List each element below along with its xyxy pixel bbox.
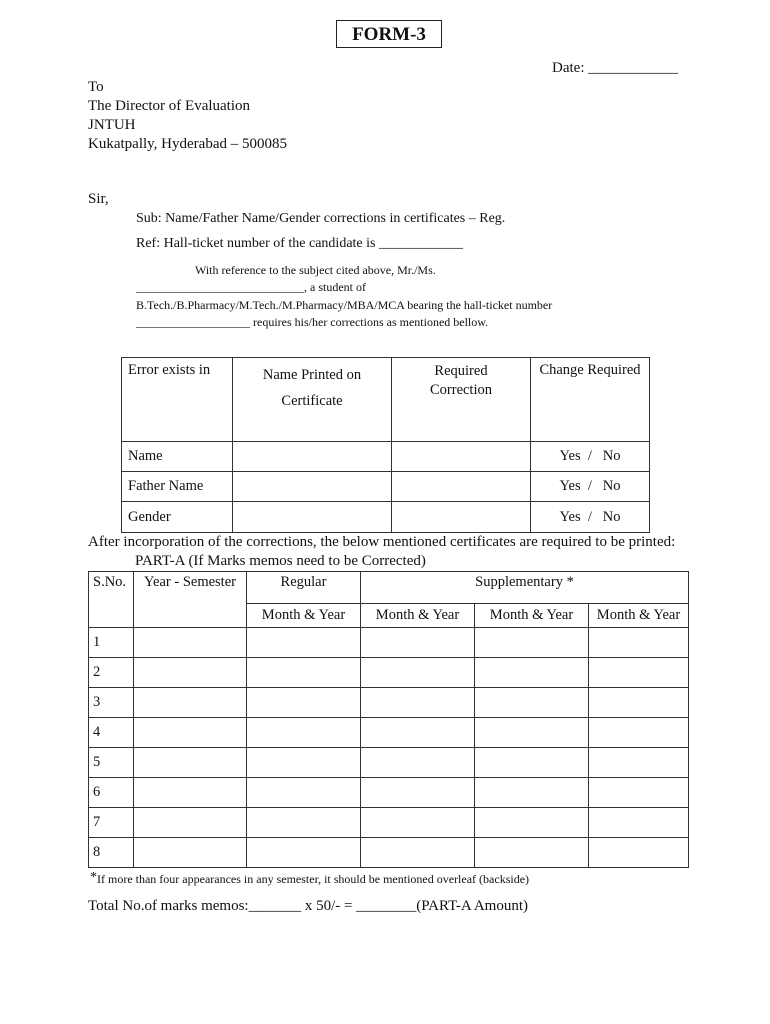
row-number: 8 <box>89 838 134 868</box>
cell[interactable] <box>475 838 589 868</box>
cell[interactable] <box>475 718 589 748</box>
table-row <box>89 688 689 718</box>
row-label: Father Name <box>122 472 233 502</box>
row-number: 4 <box>89 718 134 748</box>
cell[interactable] <box>247 808 361 838</box>
body-line-3: B.Tech./B.Pharmacy/M.Tech./M.Pharmacy/MBA/MCA bearing the hall-ticket number <box>136 298 553 312</box>
cell[interactable] <box>134 718 247 748</box>
header-regular: Regular <box>247 572 361 604</box>
header-sno: S.No. <box>89 572 134 628</box>
table-row <box>89 628 689 658</box>
row-label: Name <box>122 442 233 472</box>
row-number: 7 <box>89 808 134 838</box>
cell[interactable] <box>134 748 247 778</box>
form-title: FORM-3 <box>336 20 442 48</box>
body-line-1: With reference to the subject cited above, Mr./Ms. <box>195 263 436 277</box>
row-label: Gender <box>122 502 233 533</box>
body-line-4: ___________________ requires his/her corrections as mentioned bellow. <box>136 315 489 329</box>
cell[interactable] <box>247 658 361 688</box>
cell[interactable] <box>134 688 247 718</box>
cell[interactable] <box>361 718 475 748</box>
row-number: 6 <box>89 778 134 808</box>
name-printed-cell[interactable] <box>233 472 392 502</box>
header-month-year: Month & Year <box>589 604 689 628</box>
cell[interactable] <box>589 688 689 718</box>
table-row <box>89 748 689 778</box>
header-supplementary: Supplementary * <box>361 572 689 604</box>
cell[interactable] <box>247 838 361 868</box>
cell[interactable] <box>134 778 247 808</box>
table-row <box>89 778 689 808</box>
header-required-correction: Required Correction <box>392 358 531 442</box>
cell[interactable] <box>589 838 689 868</box>
cell[interactable] <box>589 748 689 778</box>
table-row <box>89 838 689 868</box>
cell[interactable] <box>589 808 689 838</box>
cell[interactable] <box>247 718 361 748</box>
required-correction-cell[interactable] <box>392 472 531 502</box>
cell[interactable] <box>475 658 589 688</box>
part-a-title: PART-A (If Marks memos need to be Corrected) <box>135 553 426 569</box>
header-change-required: Change Required <box>531 358 650 442</box>
cell[interactable] <box>475 778 589 808</box>
cell[interactable] <box>589 718 689 748</box>
cell[interactable] <box>361 808 475 838</box>
address-line-4: Kukatpally, Hyderabad – 500085 <box>88 136 287 152</box>
cell[interactable] <box>247 748 361 778</box>
date-label: Date: ____________ <box>552 60 679 76</box>
row-number: 2 <box>89 658 134 688</box>
table-row <box>89 718 689 748</box>
salutation: Sir, <box>88 191 109 207</box>
reference-line: Ref: Hall-ticket number of the candidate is ____________ <box>136 236 463 251</box>
after-text: After incorporation of the corrections, the below mentioned certificates are required to be printed: <box>88 534 676 550</box>
header-year-semester: Year - Semester <box>134 572 247 628</box>
name-printed-cell[interactable] <box>233 442 392 472</box>
cell[interactable] <box>361 688 475 718</box>
address-line-1: To <box>88 79 104 95</box>
header-error-exists: Error exists in <box>122 358 233 442</box>
table-row <box>89 808 689 838</box>
footnote-star: * <box>90 870 97 885</box>
table-row <box>122 502 650 533</box>
cell[interactable] <box>475 688 589 718</box>
cell[interactable] <box>361 778 475 808</box>
cell[interactable] <box>361 628 475 658</box>
corrections-table <box>121 357 650 533</box>
cell[interactable] <box>361 748 475 778</box>
cell[interactable] <box>247 688 361 718</box>
cell[interactable] <box>475 748 589 778</box>
row-number: 3 <box>89 688 134 718</box>
cell[interactable] <box>134 838 247 868</box>
cell[interactable] <box>475 808 589 838</box>
yes-no-option[interactable]: Yes / No <box>531 502 650 533</box>
body-line-2: ____________________________, a student of <box>136 280 366 294</box>
address-line-3: JNTUH <box>88 117 136 133</box>
yes-no-option[interactable]: Yes / No <box>531 472 650 502</box>
cell[interactable] <box>361 838 475 868</box>
header-month-year: Month & Year <box>247 604 361 628</box>
header-month-year: Month & Year <box>361 604 475 628</box>
cell[interactable] <box>134 808 247 838</box>
table-row <box>122 442 650 472</box>
cell[interactable] <box>247 628 361 658</box>
cell[interactable] <box>589 628 689 658</box>
cell[interactable] <box>475 628 589 658</box>
footnote-text: If more than four appearances in any semester, it should be mentioned overleaf (backside) <box>97 872 530 886</box>
footnote <box>90 870 529 888</box>
cell[interactable] <box>589 658 689 688</box>
address-line-2: The Director of Evaluation <box>88 98 251 114</box>
row-number: 1 <box>89 628 134 658</box>
cell[interactable] <box>247 778 361 808</box>
header-name-printed: Name Printed on Certificate <box>233 358 392 442</box>
marks-table <box>88 571 689 868</box>
table-row <box>122 472 650 502</box>
name-printed-cell[interactable] <box>233 502 392 533</box>
cell[interactable] <box>589 778 689 808</box>
cell[interactable] <box>134 658 247 688</box>
required-correction-cell[interactable] <box>392 502 531 533</box>
table-row <box>89 658 689 688</box>
total-line: Total No.of marks memos:_______ x 50/- = ________(PART-A Amount) <box>88 898 528 914</box>
cell[interactable] <box>134 628 247 658</box>
cell[interactable] <box>361 658 475 688</box>
row-number: 5 <box>89 748 134 778</box>
header-month-year: Month & Year <box>475 604 589 628</box>
subject-line: Sub: Name/Father Name/Gender corrections in certificates – Reg. <box>136 211 506 226</box>
required-correction-cell[interactable] <box>392 442 531 472</box>
yes-no-option[interactable]: Yes / No <box>531 442 650 472</box>
